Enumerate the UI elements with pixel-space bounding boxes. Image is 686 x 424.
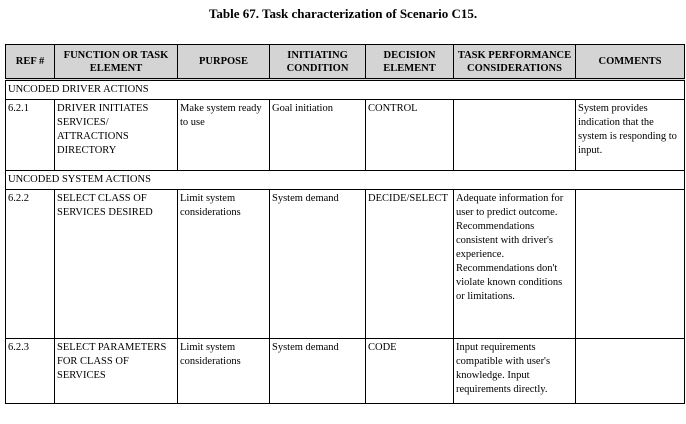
cell-comments: System provides indication that the system is responding to input. [576, 100, 685, 171]
cell-performance: Input requirements compatible with user's knowledge. Input requirements directly. [454, 339, 576, 404]
cell-function: DRIVER INITIATES SERVICES/ ATTRACTIONS DIRECTORY [55, 100, 178, 171]
header-comments: COMMENTS [576, 45, 685, 80]
cell-function: SELECT PARAMETERS FOR CLASS OF SERVICES [55, 339, 178, 404]
header-initiating: INITIATING CONDITION [270, 45, 366, 80]
section-label: UNCODED DRIVER ACTIONS [6, 80, 685, 100]
table-title: Table 67. Task characterization of Scenario C15. [208, 6, 478, 21]
cell-ref: 6.2.3 [6, 339, 55, 404]
cell-ref: 6.2.2 [6, 190, 55, 339]
cell-ref: 6.2.1 [6, 100, 55, 171]
task-characterization-table [5, 44, 685, 404]
header-row [6, 45, 685, 80]
section-row-driver [6, 80, 685, 100]
section-row-system [6, 171, 685, 190]
header-ref: REF # [6, 45, 55, 80]
header-function: FUNCTION OR TASK ELEMENT [55, 45, 178, 80]
cell-comments [576, 339, 685, 404]
cell-initiating: Goal initiation [270, 100, 366, 171]
cell-initiating: System demand [270, 190, 366, 339]
table-row [6, 100, 685, 171]
header-decision: DECISION ELEMENT [366, 45, 454, 80]
cell-comments [576, 190, 685, 339]
table-row [6, 339, 685, 404]
cell-decision: DECIDE/SELECT [366, 190, 454, 339]
cell-purpose: Limit system considerations [178, 190, 270, 339]
cell-performance: Adequate information for user to predict outcome. Recommendations consistent with driver's experience. Recommendations don't violate known conditions or limitations. [454, 190, 576, 339]
header-performance: TASK PERFORMANCE CONSIDERATIONS [454, 45, 576, 80]
cell-function: SELECT CLASS OF SERVICES DESIRED [55, 190, 178, 339]
cell-purpose: Make system ready to use [178, 100, 270, 171]
header-purpose: PURPOSE [178, 45, 270, 80]
cell-performance [454, 100, 576, 171]
table-row [6, 190, 685, 339]
section-label: UNCODED SYSTEM ACTIONS [6, 171, 685, 190]
cell-initiating: System demand [270, 339, 366, 404]
cell-decision: CODE [366, 339, 454, 404]
cell-purpose: Limit system considerations [178, 339, 270, 404]
cell-decision: CONTROL [366, 100, 454, 171]
